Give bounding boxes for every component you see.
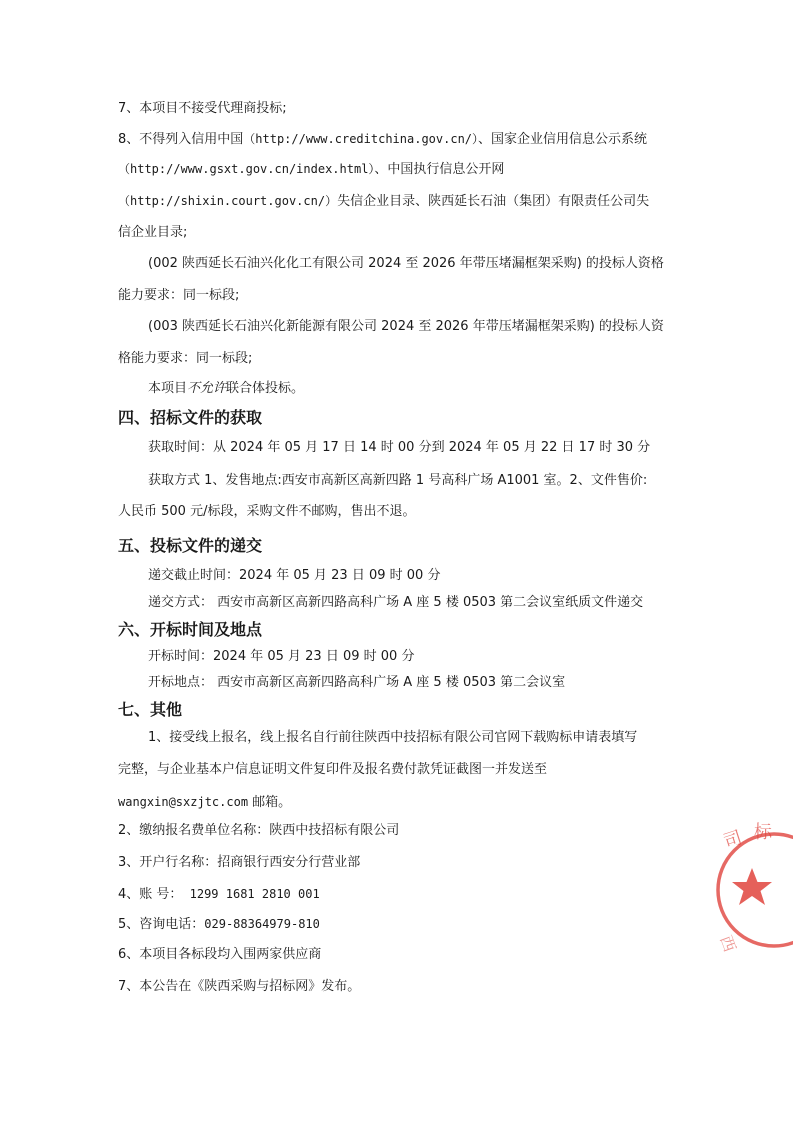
- svg-text:标: 标: [754, 822, 772, 843]
- section-7-p1-line1: 1、接受线上报名，线上报名自行前往陕西中技招标有限公司官网下载购标申请表填写: [148, 730, 638, 745]
- lot-003-line1: (003 陕西延长石油兴化新能源有限公司 2024 至 2026 年带压堵漏框架采购) 的投标人资: [148, 319, 664, 334]
- section-6-title: 六、开标时间及地点: [118, 620, 263, 639]
- item-8-line2: [118, 160, 504, 179]
- section-7-item-3: 3、开户行名称：招商银行西安分行营业部: [118, 855, 361, 870]
- seal-star-icon: [712, 820, 793, 980]
- shixin-url: （http://shixin.court.gov.cn/）: [118, 194, 338, 208]
- item-8-line4: 信企业目录;: [118, 225, 188, 240]
- svg-text:西: 西: [716, 932, 740, 955]
- section-7-item-7: 7、本公告在《陕西采购与招标网》发布。: [118, 979, 361, 994]
- section-7-item-2: 2、缴纳报名费单位名称：陕西中技招标有限公司: [118, 823, 400, 838]
- item-8-line1: [118, 130, 647, 149]
- section-7-title: 七、其他: [118, 700, 183, 719]
- section-5-method: 递交方式： 西安市高新区高新四路高科广场 A 座 5 楼 0503 第二会议室纸质文件递交: [148, 595, 644, 610]
- section-6-place: 开标地点： 西安市高新区高新四路高科广场 A 座 5 楼 0503 第二会议室: [148, 675, 566, 690]
- section-4-method-line1: 获取方式 1、发售地点:西安市高新区高新四路 1 号高科广场 A1001 室。2、文件售价:: [148, 473, 648, 488]
- section-6-time: 开标时间：2024 年 05 月 23 日 09 时 00 分: [148, 649, 415, 664]
- lot-002-line2: 能力要求：同一标段;: [118, 288, 240, 303]
- joint-bid-note: [148, 380, 304, 398]
- creditchina-url: （http://www.creditchina.gov.cn/）: [243, 132, 479, 146]
- section-7-email-line: [118, 793, 291, 812]
- account-label: 4、账 号：: [118, 887, 183, 902]
- section-7-item-4: [118, 885, 320, 904]
- contact-email[interactable]: wangxin@sxzjtc.com: [118, 795, 249, 809]
- section-7-item-5: [118, 915, 320, 934]
- joint-prefix: 本项目: [148, 381, 188, 396]
- joint-emphasis: 不允许: [187, 381, 227, 396]
- section-5-title: 五、投标文件的递交: [118, 536, 263, 555]
- account-number: 1299 1681 2810 001: [182, 887, 320, 901]
- email-suffix: 邮箱。: [248, 795, 292, 810]
- item-8-tail1: 失信企业目录、陕西延长石油（集团）有限责任公司失: [337, 194, 650, 209]
- company-seal: [712, 820, 793, 980]
- lot-002-line1: (002 陕西延长石油兴化化工有限公司 2024 至 2026 年带压堵漏框架采购) 的投标人资格: [148, 256, 664, 271]
- section-5-deadline: 递交截止时间：2024 年 05 月 23 日 09 时 00 分: [148, 568, 441, 583]
- item-8-line3: [118, 192, 649, 211]
- lot-003-line2: 格能力要求：同一标段;: [118, 351, 253, 366]
- section-4-method-line2: 人民币 500 元/标段，采购文件不邮购，售出不退。: [118, 504, 416, 519]
- item-8-mid2: 、中国执行信息公开网: [374, 162, 505, 177]
- joint-suffix: 联合体投标。: [226, 381, 305, 396]
- section-4-time: 获取时间：从 2024 年 05 月 17 日 14 时 00 分到 2024 年 05 月 22 日 17 时 30 分: [148, 440, 651, 455]
- section-7-p1-line2: 完整，与企业基本户信息证明文件复印件及报名费付款凭证截图一并发送至: [118, 762, 548, 777]
- phone-label: 5、咨询电话：: [118, 917, 205, 932]
- item-8-prefix: 8、不得列入信用中国: [118, 132, 244, 147]
- section-7-item-6: 6、本项目各标段均入围两家供应商: [118, 947, 322, 962]
- gsxt-url: （http://www.gsxt.gov.cn/index.html）: [118, 162, 375, 176]
- svg-text:司: 司: [721, 827, 745, 853]
- phone-number: 029-88364979-810: [204, 917, 320, 931]
- section-4-title: 四、招标文件的获取: [118, 408, 263, 427]
- item-8-mid1: 、国家企业信用信息公示系统: [478, 132, 648, 147]
- item-7: 7、本项目不接受代理商投标;: [118, 101, 287, 116]
